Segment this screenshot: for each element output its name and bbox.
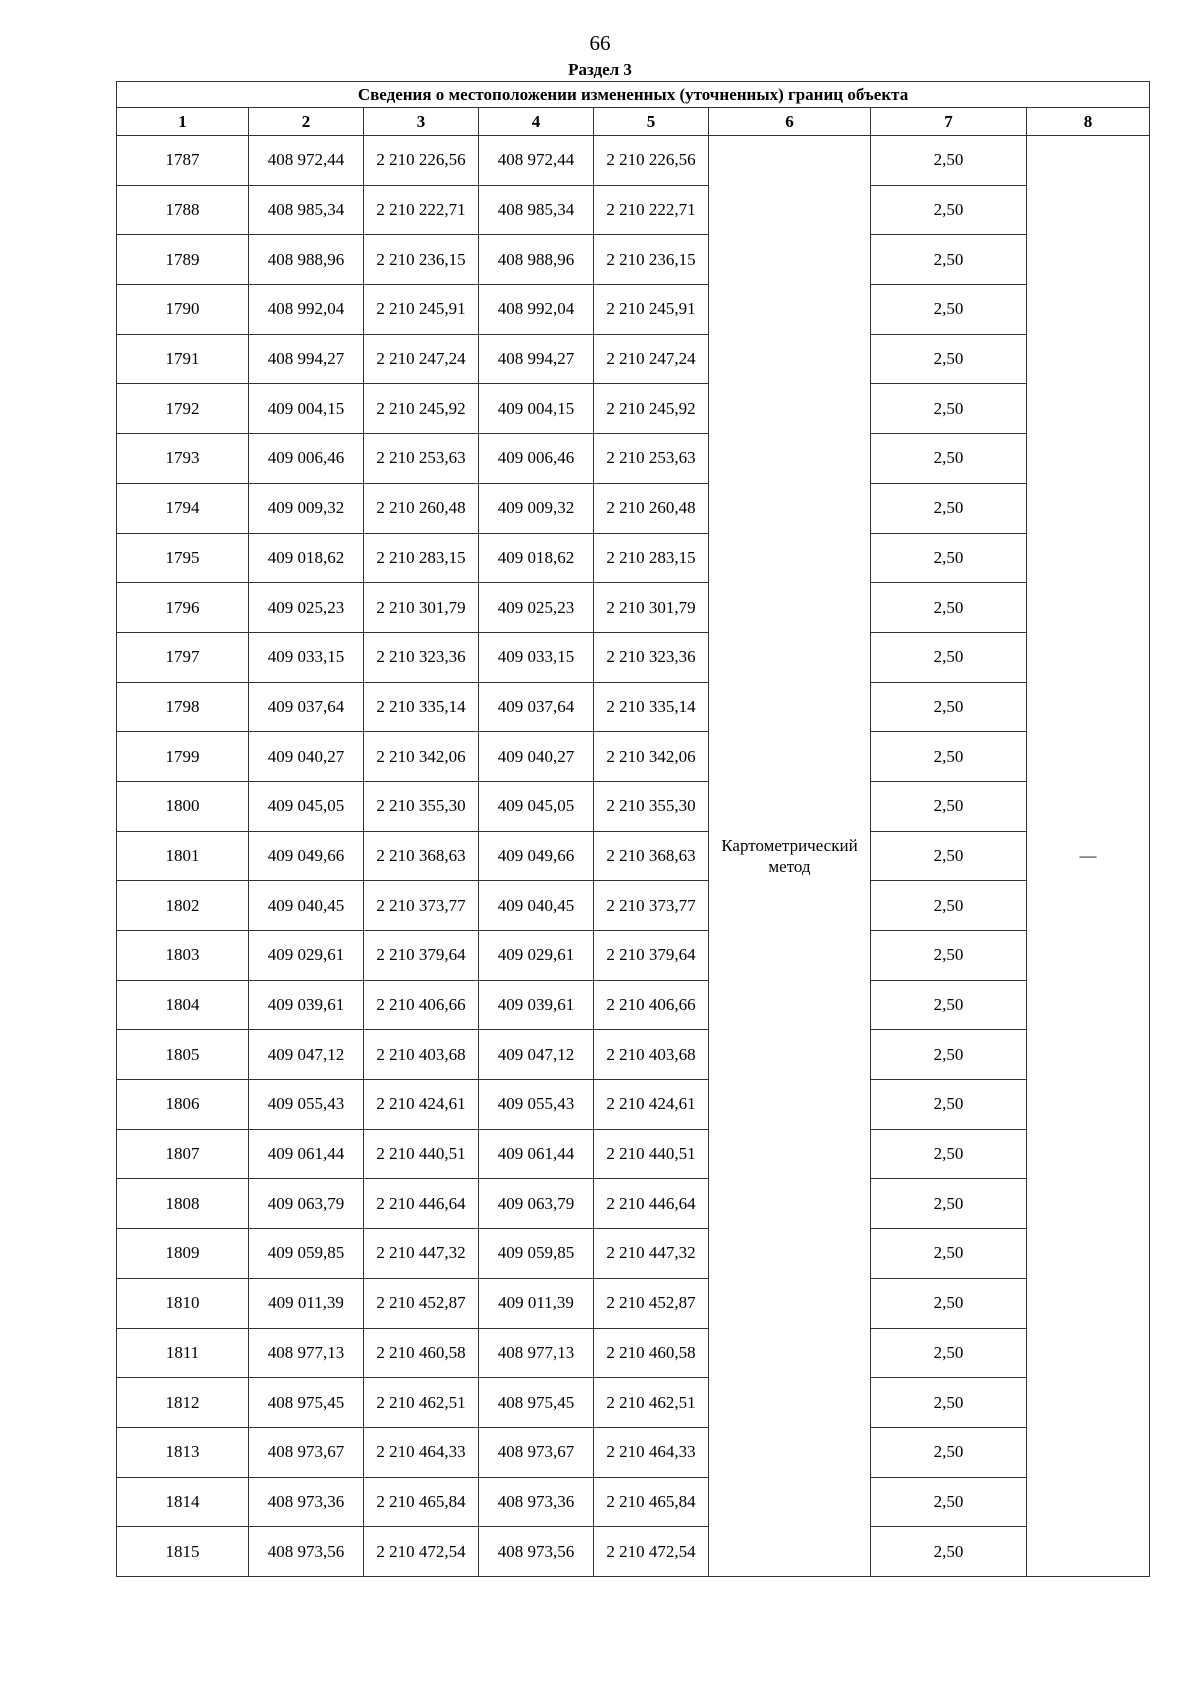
table-cell: 2,50 bbox=[871, 185, 1027, 235]
table-cell: 409 061,44 bbox=[479, 1129, 594, 1179]
table-cell: 409 006,46 bbox=[479, 434, 594, 484]
table-cell: 2,50 bbox=[871, 1030, 1027, 1080]
table-cell: 1795 bbox=[117, 533, 249, 583]
table-cell: 2,50 bbox=[871, 831, 1027, 881]
table-row bbox=[117, 1179, 1150, 1229]
table-cell: 1815 bbox=[117, 1527, 249, 1577]
table-row bbox=[117, 1129, 1150, 1179]
table-cell: 2,50 bbox=[871, 1527, 1027, 1577]
table-row bbox=[117, 1427, 1150, 1477]
table-cell: 1808 bbox=[117, 1179, 249, 1229]
table-cell: 2,50 bbox=[871, 1229, 1027, 1279]
table-row bbox=[117, 1328, 1150, 1378]
table-cell: 1790 bbox=[117, 285, 249, 335]
table-row bbox=[117, 235, 1150, 285]
table-cell: 2 210 447,32 bbox=[364, 1229, 479, 1279]
page-number: 66 bbox=[589, 31, 611, 55]
table-cell: 2,50 bbox=[871, 235, 1027, 285]
table-cell: 408 973,56 bbox=[479, 1527, 594, 1577]
table-row bbox=[117, 881, 1150, 931]
table-cell: 2,50 bbox=[871, 881, 1027, 931]
table-row bbox=[117, 980, 1150, 1030]
table-cell: 2,50 bbox=[871, 1427, 1027, 1477]
table-cell: 2 210 460,58 bbox=[594, 1328, 709, 1378]
table-cell: 2,50 bbox=[871, 632, 1027, 682]
table-cell: 2,50 bbox=[871, 1278, 1027, 1328]
table-cell: 2,50 bbox=[871, 1080, 1027, 1130]
table-cell: 409 040,45 bbox=[479, 881, 594, 931]
table-row bbox=[117, 831, 1150, 881]
table-cell: 408 972,44 bbox=[249, 136, 364, 186]
table-cell: 408 988,96 bbox=[249, 235, 364, 285]
table-cell: 2 210 323,36 bbox=[364, 632, 479, 682]
table-cell: 2 210 452,87 bbox=[364, 1278, 479, 1328]
table-cell: 409 018,62 bbox=[249, 533, 364, 583]
table-cell: 2 210 452,87 bbox=[594, 1278, 709, 1328]
table-cell: 408 975,45 bbox=[479, 1378, 594, 1428]
column-header: 1 bbox=[117, 108, 249, 136]
table-row bbox=[117, 1527, 1150, 1577]
table-cell: 408 985,34 bbox=[249, 185, 364, 235]
table-cell: 2,50 bbox=[871, 136, 1027, 186]
table-cell: 2,50 bbox=[871, 732, 1027, 782]
table-row bbox=[117, 1030, 1150, 1080]
table-cell: 2 210 247,24 bbox=[364, 334, 479, 384]
table-cell: 408 975,45 bbox=[249, 1378, 364, 1428]
table-cell: 409 029,61 bbox=[249, 931, 364, 981]
table-cell: 408 992,04 bbox=[479, 285, 594, 335]
table-cell: 2 210 226,56 bbox=[594, 136, 709, 186]
table-cell: 2 210 342,06 bbox=[594, 732, 709, 782]
table-cell: 2 210 245,92 bbox=[594, 384, 709, 434]
table-cell: 2 210 301,79 bbox=[594, 583, 709, 633]
table-cell: 409 055,43 bbox=[479, 1080, 594, 1130]
table-cell: 2 210 464,33 bbox=[364, 1427, 479, 1477]
table-cell: 409 009,32 bbox=[249, 483, 364, 533]
table-cell: 2 210 406,66 bbox=[594, 980, 709, 1030]
table-row bbox=[117, 483, 1150, 533]
table-cell: 1798 bbox=[117, 682, 249, 732]
column-header: 4 bbox=[479, 108, 594, 136]
table-cell: 1797 bbox=[117, 632, 249, 682]
table-row bbox=[117, 781, 1150, 831]
table-cell: 409 039,61 bbox=[479, 980, 594, 1030]
table-header-row bbox=[117, 108, 1150, 136]
table-cell: 2 210 447,32 bbox=[594, 1229, 709, 1279]
table-body bbox=[117, 136, 1150, 1577]
table-cell: 409 033,15 bbox=[479, 632, 594, 682]
table-cell: 409 009,32 bbox=[479, 483, 594, 533]
table-cell: 2 210 342,06 bbox=[364, 732, 479, 782]
table-cell: 2 210 379,64 bbox=[364, 931, 479, 981]
table-cell: 1788 bbox=[117, 185, 249, 235]
table-cell: 2,50 bbox=[871, 334, 1027, 384]
table-cell: 408 977,13 bbox=[249, 1328, 364, 1378]
table-cell: 2 210 472,54 bbox=[594, 1527, 709, 1577]
table-cell: 2 210 236,15 bbox=[364, 235, 479, 285]
table-cell: 2 210 465,84 bbox=[594, 1477, 709, 1527]
column-header: 8 bbox=[1027, 108, 1150, 136]
table-cell: 2 210 260,48 bbox=[594, 483, 709, 533]
table-cell: 2 210 245,91 bbox=[364, 285, 479, 335]
table-cell: 408 972,44 bbox=[479, 136, 594, 186]
table-cell: 408 973,36 bbox=[249, 1477, 364, 1527]
section-title: Раздел 3 bbox=[568, 60, 632, 79]
table-cell: 409 029,61 bbox=[479, 931, 594, 981]
column-header: 7 bbox=[871, 108, 1027, 136]
table-cell: 1805 bbox=[117, 1030, 249, 1080]
column-header: 2 bbox=[249, 108, 364, 136]
table-cell: 409 018,62 bbox=[479, 533, 594, 583]
table-cell: 2 210 335,14 bbox=[364, 682, 479, 732]
table-cell: 409 006,46 bbox=[249, 434, 364, 484]
table-row bbox=[117, 136, 1150, 186]
table-row bbox=[117, 732, 1150, 782]
table-cell: 2 210 283,15 bbox=[594, 533, 709, 583]
table-cell: 409 045,05 bbox=[479, 781, 594, 831]
table-cell: 1807 bbox=[117, 1129, 249, 1179]
table-cell: 409 063,79 bbox=[249, 1179, 364, 1229]
table-cell: 1802 bbox=[117, 881, 249, 931]
table-cell: 2,50 bbox=[871, 682, 1027, 732]
table-cell: 2,50 bbox=[871, 781, 1027, 831]
table-row bbox=[117, 533, 1150, 583]
table-cell: 2 210 403,68 bbox=[364, 1030, 479, 1080]
table-cell: 409 037,64 bbox=[249, 682, 364, 732]
table-cell: 408 973,56 bbox=[249, 1527, 364, 1577]
table-cell: 1806 bbox=[117, 1080, 249, 1130]
table-cell: 2,50 bbox=[871, 483, 1027, 533]
table-row bbox=[117, 185, 1150, 235]
table-cell: 409 047,12 bbox=[479, 1030, 594, 1080]
table-cell: 408 985,34 bbox=[479, 185, 594, 235]
table-cell: 2 210 222,71 bbox=[364, 185, 479, 235]
table-cell: 1789 bbox=[117, 235, 249, 285]
table-cell: 408 973,67 bbox=[479, 1427, 594, 1477]
table-row bbox=[117, 384, 1150, 434]
table-cell: 409 004,15 bbox=[249, 384, 364, 434]
table-cell: 2 210 373,77 bbox=[364, 881, 479, 931]
table-cell: 409 037,64 bbox=[479, 682, 594, 732]
table-cell: 2 210 226,56 bbox=[364, 136, 479, 186]
table-cell: 409 055,43 bbox=[249, 1080, 364, 1130]
column-8-value: — bbox=[1027, 136, 1150, 1577]
table-cell: 409 039,61 bbox=[249, 980, 364, 1030]
table-caption: Сведения о местоположении измененных (уточненных) границ объекта bbox=[117, 82, 1150, 108]
table-cell: 1811 bbox=[117, 1328, 249, 1378]
table-cell: 409 061,44 bbox=[249, 1129, 364, 1179]
table-row bbox=[117, 285, 1150, 335]
table-cell: 2 210 245,92 bbox=[364, 384, 479, 434]
table-cell: 409 011,39 bbox=[479, 1278, 594, 1328]
table-cell: 409 047,12 bbox=[249, 1030, 364, 1080]
table-cell: 1791 bbox=[117, 334, 249, 384]
table-cell: 2 210 446,64 bbox=[594, 1179, 709, 1229]
table-cell: 2 210 222,71 bbox=[594, 185, 709, 235]
table-cell: 2 210 253,63 bbox=[594, 434, 709, 484]
table-cell: 2 210 460,58 bbox=[364, 1328, 479, 1378]
table-cell: 2 210 355,30 bbox=[594, 781, 709, 831]
table-cell: 409 059,85 bbox=[249, 1229, 364, 1279]
table-caption-row bbox=[117, 82, 1150, 108]
column-header: 3 bbox=[364, 108, 479, 136]
table-cell: 1810 bbox=[117, 1278, 249, 1328]
table-cell: 1812 bbox=[117, 1378, 249, 1428]
table-cell: 2 210 462,51 bbox=[364, 1378, 479, 1428]
table-cell: 409 004,15 bbox=[479, 384, 594, 434]
table-cell: 408 973,36 bbox=[479, 1477, 594, 1527]
table-cell: 2 210 335,14 bbox=[594, 682, 709, 732]
column-header: 6 bbox=[709, 108, 871, 136]
table-cell: 1814 bbox=[117, 1477, 249, 1527]
table-cell: 1804 bbox=[117, 980, 249, 1030]
table-row bbox=[117, 583, 1150, 633]
table-cell: 1787 bbox=[117, 136, 249, 186]
table-cell: 2 210 462,51 bbox=[594, 1378, 709, 1428]
table-cell: 1801 bbox=[117, 831, 249, 881]
table-cell: 409 033,15 bbox=[249, 632, 364, 682]
table-cell: 409 045,05 bbox=[249, 781, 364, 831]
table-cell: 1796 bbox=[117, 583, 249, 633]
table-row bbox=[117, 334, 1150, 384]
table-cell: 2 210 260,48 bbox=[364, 483, 479, 533]
table-cell: 1813 bbox=[117, 1427, 249, 1477]
column-header: 5 bbox=[594, 108, 709, 136]
table-cell: 2 210 368,63 bbox=[594, 831, 709, 881]
table-cell: 1799 bbox=[117, 732, 249, 782]
table-cell: 2 210 245,91 bbox=[594, 285, 709, 335]
table-cell: 2,50 bbox=[871, 980, 1027, 1030]
table-cell: 2,50 bbox=[871, 533, 1027, 583]
table-cell: 1794 bbox=[117, 483, 249, 533]
table-cell: 1793 bbox=[117, 434, 249, 484]
table-cell: 409 025,23 bbox=[479, 583, 594, 633]
table-cell: 2 210 373,77 bbox=[594, 881, 709, 931]
table-row bbox=[117, 1229, 1150, 1279]
table-row bbox=[117, 931, 1150, 981]
table-cell: 2 210 424,61 bbox=[364, 1080, 479, 1130]
table-cell: 2 210 464,33 bbox=[594, 1427, 709, 1477]
table-cell: 409 011,39 bbox=[249, 1278, 364, 1328]
table-cell: 408 994,27 bbox=[479, 334, 594, 384]
table-cell: 2,50 bbox=[871, 931, 1027, 981]
table-cell: 2 210 323,36 bbox=[594, 632, 709, 682]
table-row bbox=[117, 1477, 1150, 1527]
table-cell: 409 063,79 bbox=[479, 1179, 594, 1229]
table-cell: 1792 bbox=[117, 384, 249, 434]
table-cell: 1800 bbox=[117, 781, 249, 831]
table-cell: 2,50 bbox=[871, 1179, 1027, 1229]
table-row bbox=[117, 434, 1150, 484]
table-row bbox=[117, 1278, 1150, 1328]
table-cell: 2 210 368,63 bbox=[364, 831, 479, 881]
table-cell: 408 994,27 bbox=[249, 334, 364, 384]
table-cell: 2 210 440,51 bbox=[364, 1129, 479, 1179]
table-row bbox=[117, 632, 1150, 682]
table-cell: 2,50 bbox=[871, 583, 1027, 633]
boundary-table bbox=[116, 81, 1150, 1577]
table-cell: 409 049,66 bbox=[479, 831, 594, 881]
table-cell: 409 049,66 bbox=[249, 831, 364, 881]
table-cell: 2,50 bbox=[871, 1477, 1027, 1527]
table-cell: 2,50 bbox=[871, 1328, 1027, 1378]
table-cell: 2 210 283,15 bbox=[364, 533, 479, 583]
table-cell: 2,50 bbox=[871, 285, 1027, 335]
table-cell: 409 025,23 bbox=[249, 583, 364, 633]
table-cell: 2,50 bbox=[871, 1129, 1027, 1179]
table-cell: 2 210 472,54 bbox=[364, 1527, 479, 1577]
table-row bbox=[117, 1378, 1150, 1428]
table-cell: 409 040,27 bbox=[479, 732, 594, 782]
table-cell: 2,50 bbox=[871, 384, 1027, 434]
table-cell: 1809 bbox=[117, 1229, 249, 1279]
table-cell: 2 210 355,30 bbox=[364, 781, 479, 831]
table-cell: 2 210 446,64 bbox=[364, 1179, 479, 1229]
table-cell: 2 210 247,24 bbox=[594, 334, 709, 384]
table-cell: 2 210 379,64 bbox=[594, 931, 709, 981]
table-cell: 408 992,04 bbox=[249, 285, 364, 335]
table-cell: 2 210 440,51 bbox=[594, 1129, 709, 1179]
table-cell: 2 210 253,63 bbox=[364, 434, 479, 484]
table-cell: 2,50 bbox=[871, 434, 1027, 484]
table-cell: 409 040,45 bbox=[249, 881, 364, 931]
table-cell: 2 210 465,84 bbox=[364, 1477, 479, 1527]
table-cell: 2 210 236,15 bbox=[594, 235, 709, 285]
table-cell: 408 973,67 bbox=[249, 1427, 364, 1477]
table-cell: 1803 bbox=[117, 931, 249, 981]
table-cell: 2,50 bbox=[871, 1378, 1027, 1428]
table-cell: 2 210 406,66 bbox=[364, 980, 479, 1030]
table-cell: 409 059,85 bbox=[479, 1229, 594, 1279]
method-cell: Картометрический метод bbox=[709, 136, 871, 1577]
table-cell: 409 040,27 bbox=[249, 732, 364, 782]
table-row bbox=[117, 1080, 1150, 1130]
table-cell: 2 210 424,61 bbox=[594, 1080, 709, 1130]
table-cell: 2 210 301,79 bbox=[364, 583, 479, 633]
table-cell: 408 988,96 bbox=[479, 235, 594, 285]
table-cell: 408 977,13 bbox=[479, 1328, 594, 1378]
table-row bbox=[117, 682, 1150, 732]
table-cell: 2 210 403,68 bbox=[594, 1030, 709, 1080]
